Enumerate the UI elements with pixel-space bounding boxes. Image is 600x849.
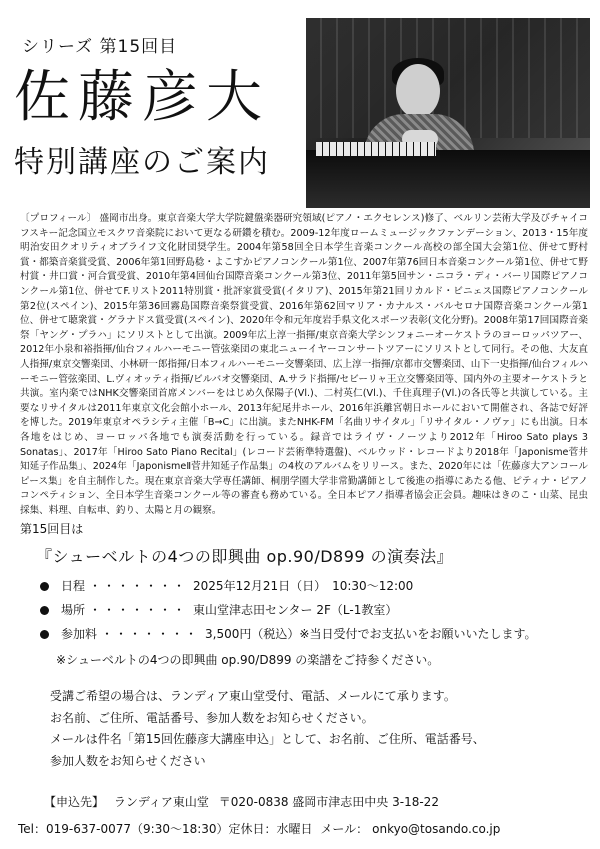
info-line: 受講ご希望の場合は、ランディア東山堂受付、電話、メールにて承ります。 (50, 689, 456, 703)
info-line: 参加人数をお知らせください (50, 753, 206, 768)
page-subtitle: 特別講座のご案内 (14, 145, 270, 180)
score-note: ※シューベルトの4つの即興曲 op.90/D899 の楽譜をご持参ください。 (56, 653, 440, 667)
date-row (40, 574, 536, 598)
bullet-icon (40, 606, 49, 615)
profile-section (20, 212, 588, 518)
profile-label: 〔プロフィール〕 (20, 213, 97, 224)
fee-label: 参加料 (61, 627, 98, 641)
mail-address[interactable]: onkyo@tosando.co.jp (372, 822, 501, 836)
place-row (40, 598, 536, 622)
info-line: メールは件名「第15回佐藤彦大講座申込」として、お名前、ご住所、電話番号、 (50, 732, 485, 746)
lecture-title: 『シューベルトの4つの即興曲 op.90/D899 の演奏法』 (36, 547, 454, 566)
pianist-name: 佐藤彦大 (14, 65, 270, 130)
leader-dots: ・・・・・・・ (89, 603, 188, 617)
fee-row (40, 622, 536, 646)
store-name: ランディア東山堂 (113, 795, 209, 809)
leader-dots: ・・・・・・・ (101, 627, 200, 641)
event-details (40, 574, 536, 646)
piano-keys (316, 142, 436, 156)
application-info (50, 686, 485, 772)
info-line: お名前、ご住所、電話番号、参加人数をお知らせください。 (50, 710, 374, 725)
place-label: 場所 (61, 603, 86, 617)
mail-label: メール： (320, 822, 369, 836)
apply-label: 【申込先】 (44, 795, 105, 809)
apply-to (44, 793, 445, 810)
fee-value: 3,500円（税込）※当日受付でお支払いをお願いいたします。 (205, 627, 537, 641)
store-address: 〒020-0838 盛岡市津志田中央 3-18-22 (218, 795, 439, 809)
leader-dots: ・・・・・・・ (89, 579, 188, 593)
place-value: 東山堂津志田センター 2F（L-1教室） (193, 603, 398, 617)
bullet-icon (40, 582, 49, 591)
date-value: 2025年12月21日（日） 10:30〜12:00 (193, 579, 414, 593)
bullet-icon (40, 630, 49, 639)
profile-text: 盛岡市出身。東京音楽大学大学院鍵盤楽器研究領域(ピアノ・エクセレンス)修了、ベルリン芸術大学及びチャイコフスキー記念国立モスクワ音楽院において更なる研鑽を積む。2009-12年度ロームミュージックファンデーション、2013・15年度明治安田クオリティオブライフ文化財団奨学生。2004年第58回全日本学生音楽コンクール高校の部全国大会第1位、併せて野村賞・都築音楽賞受賞、2006年第1回野島稔・よこすかピアノコンクール第1位、2007年第76回日本音楽コンクール第1位、併せて野村賞・井口賞・河合賞受賞、2010年第4回仙台国際音楽コンクール第3位、2011年第5回サン・ニコラ・ディ・バーリ国際ピアノコンクール第1位、併せてF.リスト2011特別賞・批評家賞受賞(イタリア)、2015年第21回リカルド・ビニェス国際ピアノコンクール第2位(スペイン)、2015年第36回霧島国際音楽祭賞受賞、2016年第62回マリア・カナルス・バルセロナ国際音楽コンクール第1位、併せて聴衆賞・グラナドス賞受賞(スペイン)、2020年令和元年度岩手県文化スポーツ表彰(文化分野)。2008年第17回国際音楽祭「ヤング・プラハ」にソリストとして出演。2009年広上淳一指揮/東京音楽大学シンフォニーオーケストラのヨーロッパツアー、2012年小泉和裕指揮/仙台フィルハーモニー管弦楽団の東北ニューイヤーコンサートツアーにソリストとして同行。その他、大友直人指揮/東京交響楽団、小林研一郎指揮/日本フィルハーモニー交響楽団、広上淳一指揮/京都市交響楽団、山下一史指揮/仙台フィルハーモニー管弦楽団、L.ヴィオッティ指揮/ビルバオ交響楽団、A.サラド指揮/セビーリャ王立交響楽団等、国内外の主要オーケストラと共演。室内楽ではNHK交響楽団首席メンバーをはじめ久保陽子(Vl.)、二村英仁(Vl.)、千住真理子(Vl.)の各氏等と共演している。主要なリサイタルは2011年東京文化会館小ホール、2013年紀尾井ホール、2016年浜離宮朝日ホールにおいて開催され、各誌で好評を博した。2019年東京オペラシティ主催「B→C」に出演。またNHK-FM「名曲リサイタル」「リサイタル・ノヴァ」にも出演。日本各地をはじめ、ヨーロッパ各地でも演奏活動を行っている。録音ではライヴ・ノーツより2012年「Hiroo Sato plays 3 Sonatas」、2017年「Hiroo Sato Piano Recital」(レコード芸術準特選盤)、ベルウッド・レコードより2018年「Japonisme菅井知延子作品集」、2024年「JaponismeⅡ菅井知延子作品集」の4枚のアルバムをリリース。また、2020年には「佐藤彦大アンコールピース集」を自主制作した。現在東京音楽大学専任講師、桐朋学園大学非常勤講師として後進の指導にあたる他、ピティナ・ピアノコンペティション、全日本学生音楽コンクール等の審査も務めている。全日本ピアノ指導者協会正会員。趣味はきのこ・山菜、昆虫採集、料理、自転車、釣り、太陽と月の観察。 (20, 213, 588, 516)
date-label: 日程 (61, 579, 86, 593)
phone-info: Tel：019-637-0077（9:30〜18:30）定休日：水曜日 (18, 822, 313, 836)
series-label: シリーズ 第15回目 (22, 37, 178, 57)
face-shape (396, 64, 440, 118)
pianist-photo (306, 18, 590, 208)
contact-line (18, 820, 504, 837)
piano-shape (306, 150, 590, 208)
lecture-label: 第15回目は (20, 522, 84, 536)
